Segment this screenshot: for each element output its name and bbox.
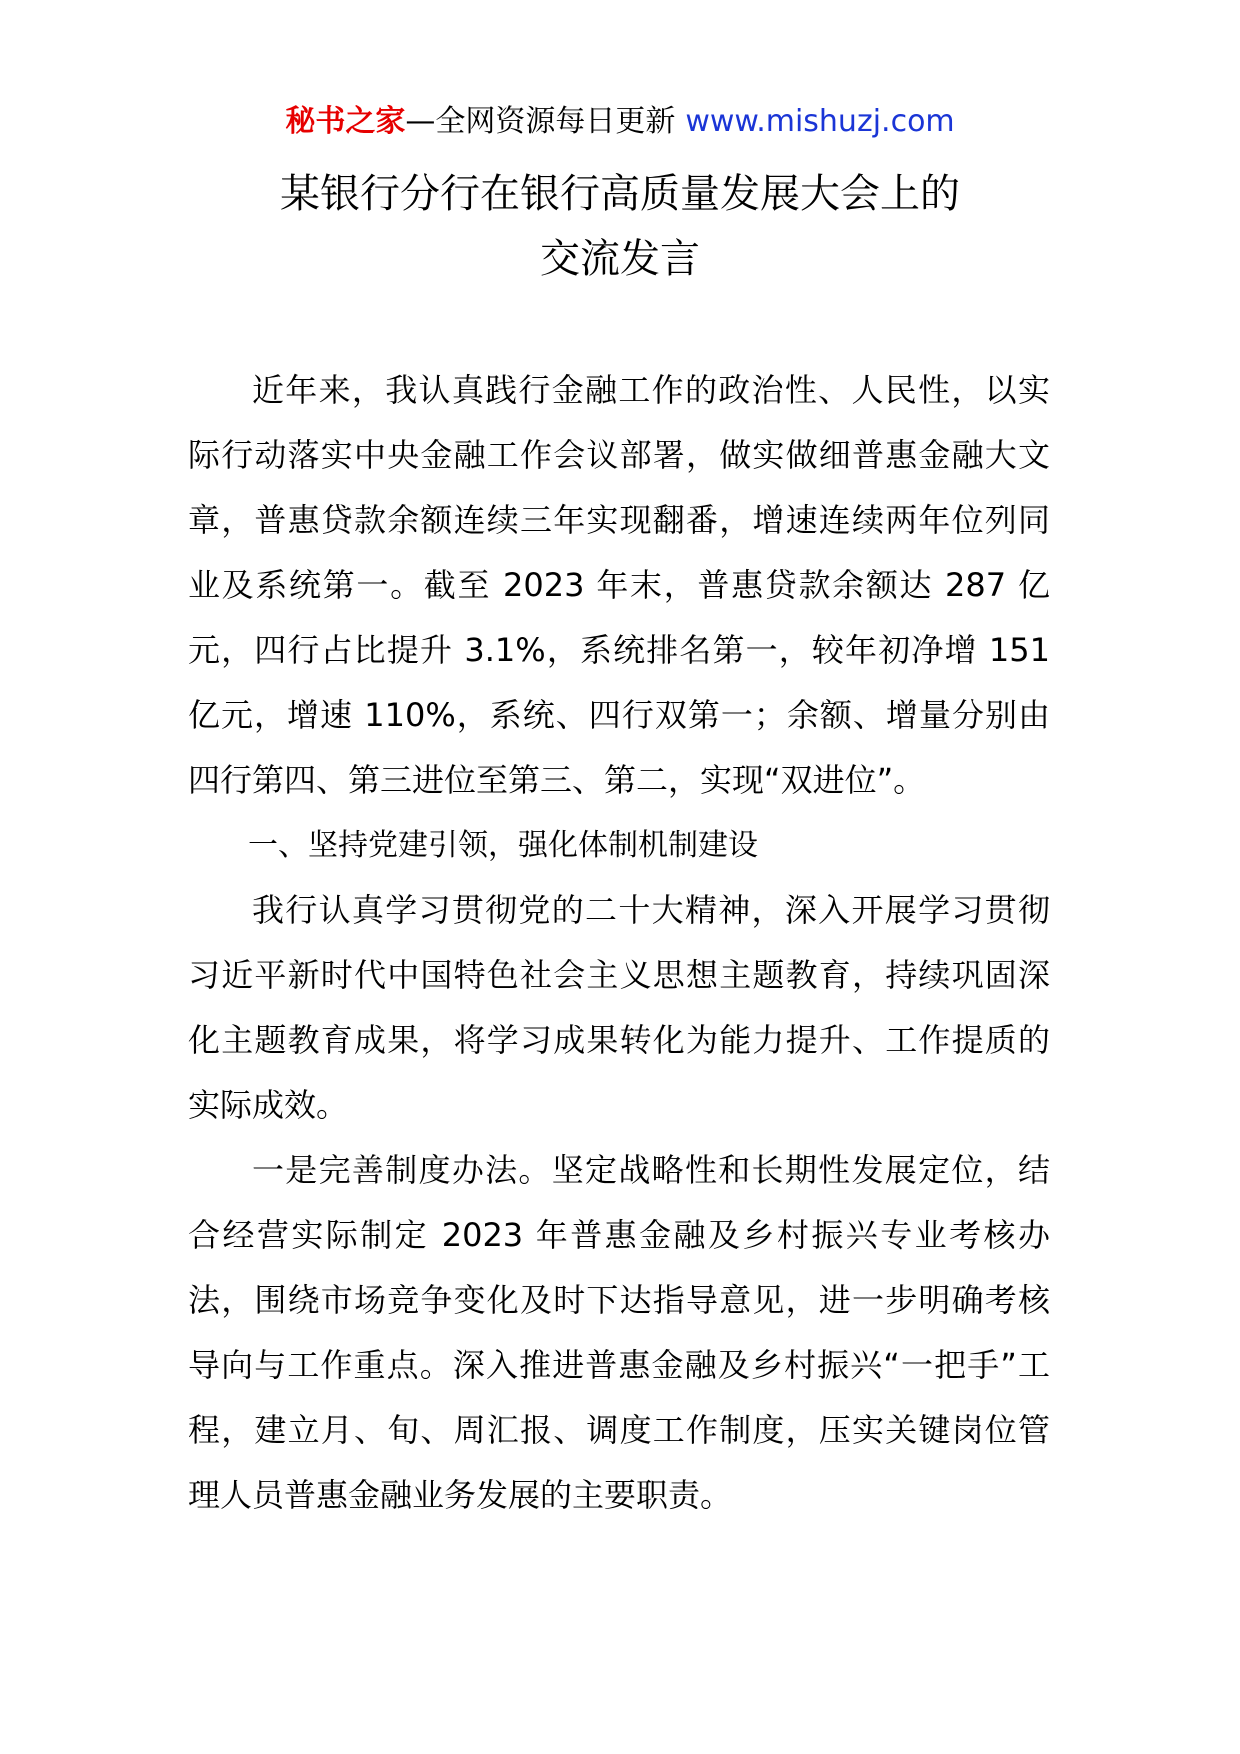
watermark-brand: 秘书之家 — [285, 104, 406, 139]
document-title-line-1: 某银行分行在银行高质量发展大会上的 — [280, 171, 960, 217]
document-title-line-2: 交流发言 — [540, 236, 700, 282]
body-paragraph-point-1: 一是完善制度办法。坚定战略性和长期性发展定位，结合经营实际制定 2023 年普惠金融及乡村振兴专业考核办法，围绕市场竞争变化及时下达指导意见，进一步明确考核导向与工作重点。深入推进普惠金融及乡村振兴“一把手”工程，建立月、旬、周汇报、调度工作制度，压实关键岗位管理人员普惠金融业务发展的主要职责。 — [188, 1151, 1050, 1514]
site-watermark-header — [0, 100, 1240, 144]
document-body — [188, 358, 1050, 1528]
watermark-url: www.mishuzj.com — [685, 104, 955, 139]
watermark-slogan: —全网资源每日更新 — [405, 104, 676, 139]
body-paragraph-section-1: 我行认真学习贯彻党的二十大精神，深入开展学习贯彻习近平新时代中国特色社会主义思想主题教育，持续巩固深化主题教育成果，将学习成果转化为能力提升、工作提质的实际成效。 — [188, 891, 1050, 1124]
section-heading-1: 一、坚持党建引领，强化体制机制建设 — [248, 828, 758, 863]
body-paragraph-intro: 近年来，我认真践行金融工作的政治性、人民性，以实际行动落实中央金融工作会议部署，做实做细普惠金融大文章，普惠贷款余额连续三年实现翻番，增速连续两年位列同业及系统第一。截至 2023 年末，普惠贷款余额达 287 亿元，四行占比提升 3.1%，系统排名第一，较年初净增 151 亿元，增速 110%，系统、四行双第一；余额、增量分别由四行第四、第三进位至第三、第二，实现“双进位”。 — [188, 371, 1050, 799]
